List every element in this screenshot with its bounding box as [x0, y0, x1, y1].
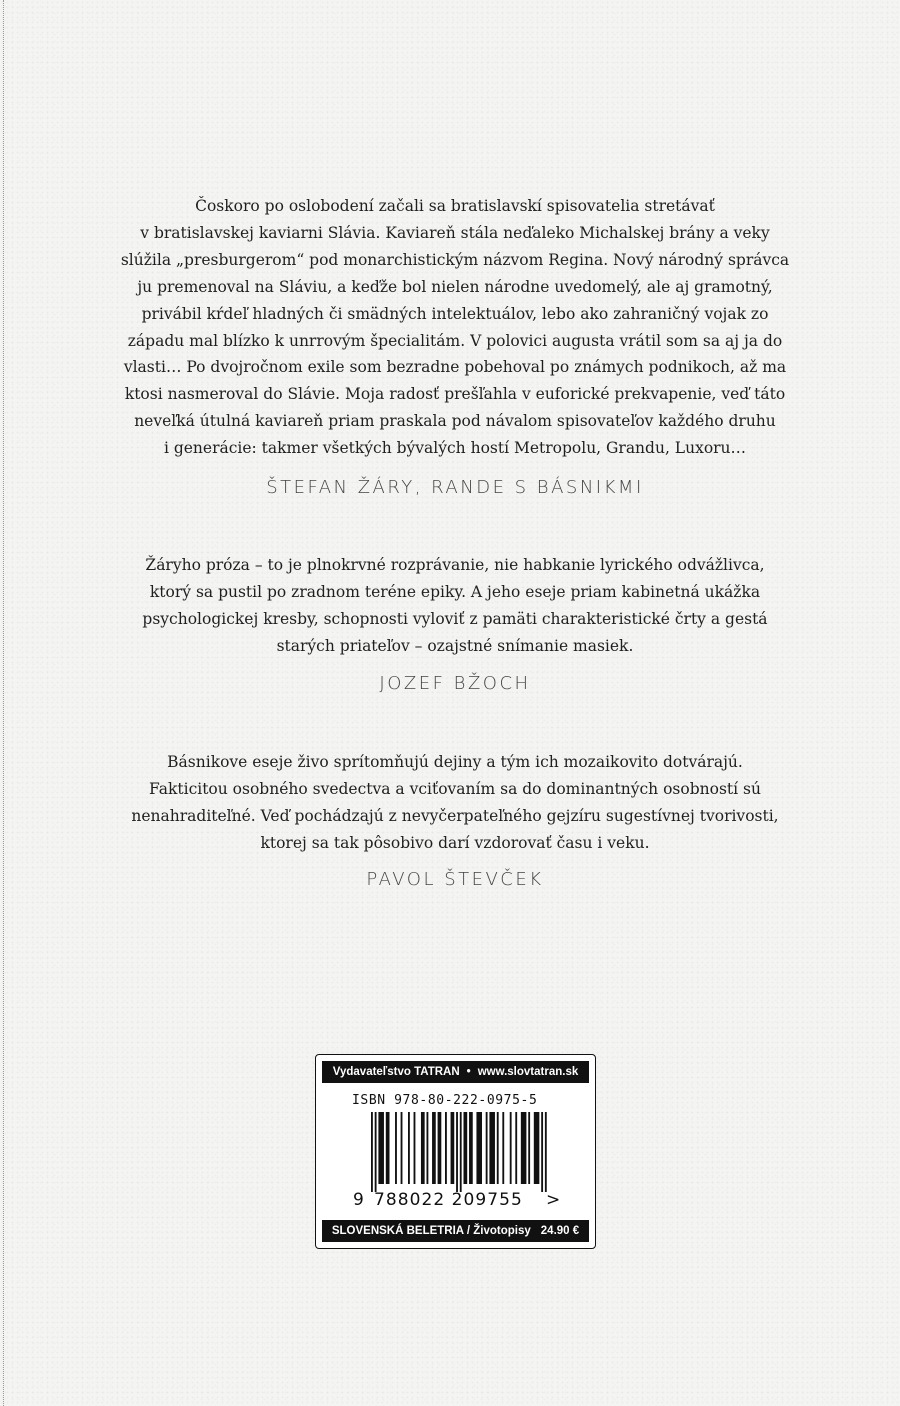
ean-quiet-zone-marker: > — [546, 1190, 561, 1210]
isbn-number: ISBN 978-80-222-0975-5 — [352, 1093, 538, 1108]
barcode-bar — [427, 1112, 429, 1184]
quote-line: starých priateľov – ozajstné snímanie masiek. — [276, 636, 634, 655]
quote-line: psychologickej kresby, schopnosti vyloviť z pamäti charakteristické črty a gestá — [142, 609, 768, 628]
ean-barcode — [371, 1112, 547, 1192]
quote-line: západu mal blízko k unrrovým špecialitám. V polovici augusta vrátil som sa aj ja do — [127, 331, 783, 350]
barcode-bar — [386, 1112, 390, 1184]
quote-line: neveľká útulná kaviareň priam praskala pod návalom spisovateľov každého druhu — [134, 412, 776, 431]
barcode-guard-bar — [545, 1112, 547, 1192]
quote-line: ju premenoval na Sláviu, a keďže bol nielen národne uvedomelý, ale aj gramotný, — [137, 277, 773, 296]
ean-digits: 788022 209755 — [374, 1190, 523, 1210]
quote-line: Básnikove eseje živo sprítomňujú dejiny a tým ich mozaikovito dotvárajú. — [167, 753, 743, 771]
barcode-bar — [378, 1112, 384, 1184]
quote-author-bzoch: JOZEF BŽOCH — [379, 673, 531, 694]
quote-line: nenahraditeľné. Veď pochádzajú z nevyčerpateľného gejzíru sugestívnej tvorivosti, — [131, 806, 779, 825]
barcode-bar — [515, 1112, 517, 1184]
quote-author-stevcek: PAVOL ŠTEVČEK — [366, 869, 544, 890]
quote-line: Čoskoro po oslobodení začali sa bratislavskí spisovatelia stretávať — [195, 197, 715, 215]
quote-line: Fakticitou osobného svedectva a vciťovaním sa do dominantných osobností sú — [149, 779, 761, 798]
bullet-separator: • — [466, 1066, 471, 1078]
barcode-bar — [469, 1112, 473, 1184]
barcode-bar — [521, 1112, 527, 1184]
barcode-bar — [497, 1112, 499, 1184]
barcode-bar — [451, 1112, 455, 1184]
barcode-bar — [464, 1112, 468, 1184]
barcode-bar — [489, 1112, 495, 1184]
quote-stevcek-text — [120, 749, 790, 857]
series-price-bar — [322, 1220, 589, 1242]
barcode-bar — [395, 1112, 397, 1184]
barcode-bar — [486, 1112, 488, 1184]
barcode-bar — [414, 1112, 416, 1184]
barcode-bar — [408, 1112, 410, 1184]
barcode-bar — [445, 1112, 447, 1184]
quote-line: slúžila „presburgerom“ pod monarchistickým názvom Regina. Nový národný správca — [120, 250, 790, 269]
publisher-website: www.slovtatran.sk — [477, 1066, 579, 1078]
quote-zary-text — [120, 193, 790, 462]
barcode-bar — [421, 1112, 425, 1184]
publisher-bar — [322, 1061, 589, 1083]
isbn-barcode-label — [315, 1054, 596, 1249]
barcode-guard-bar — [541, 1112, 543, 1192]
quote-author-zary: ŠTEFAN ŽÁRY, RANDE S BÁSNIKMI — [266, 477, 644, 498]
barcode-bar — [476, 1112, 482, 1184]
ean-first-digit: 9 — [353, 1190, 364, 1210]
series-label: SLOVENSKÁ BELETRIA / Životopisy — [331, 1225, 531, 1237]
spine-edge-line — [3, 0, 4, 1406]
quote-line: ktosi nasmeroval do Slávie. Moja radosť prešľahla v euforické prekvapenie, veď táto — [124, 385, 786, 404]
barcode-bar — [401, 1112, 403, 1184]
barcode-guard-bar — [456, 1112, 458, 1192]
quote-line: v bratislavskej kaviarni Slávia. Kaviareň stála neďaleko Michalskej brány a veky — [140, 223, 770, 242]
barcode-guard-bar — [371, 1112, 373, 1192]
quote-line: ktorý sa pustil po zradnom teréne epiky. A jeho eseje priam kabinetná ukážka — [149, 582, 761, 601]
barcode-bar — [534, 1112, 540, 1184]
quote-line: privábil kŕdeľ hladných či smädných intelektuálov, lebo ako zahraničný vojak zo — [141, 304, 769, 323]
barcode-guard-bar — [375, 1112, 377, 1192]
barcode-bar — [528, 1112, 530, 1184]
barcode-bar — [502, 1112, 504, 1184]
quote-line: ktorej sa tak pôsobivo darí vzdorovať času i veku. — [260, 833, 650, 852]
barcode-bar — [432, 1112, 436, 1184]
quote-stevcek — [120, 749, 790, 857]
quote-line: vlasti… Po dvojročnom exile som bezradne pobehoval po známych podnikoch, až ma — [123, 358, 787, 377]
publisher-name: Vydavateľstvo TATRAN — [332, 1066, 460, 1078]
barcode-bar — [438, 1112, 442, 1184]
barcode-bar — [510, 1112, 512, 1184]
price-label: 24.90 € — [540, 1225, 580, 1237]
quote-line: i generácie: takmer všetkých bývalých hostí Metropolu, Grandu, Luxoru… — [163, 439, 747, 458]
quote-bzoch — [120, 552, 790, 660]
quote-zary — [120, 193, 790, 462]
quote-bzoch-text — [120, 552, 790, 660]
barcode-guard-bar — [460, 1112, 462, 1192]
quote-line: Žáryho próza – to je plnokrvné rozprávanie, nie habkanie lyrického odvážlivca, — [145, 556, 765, 574]
